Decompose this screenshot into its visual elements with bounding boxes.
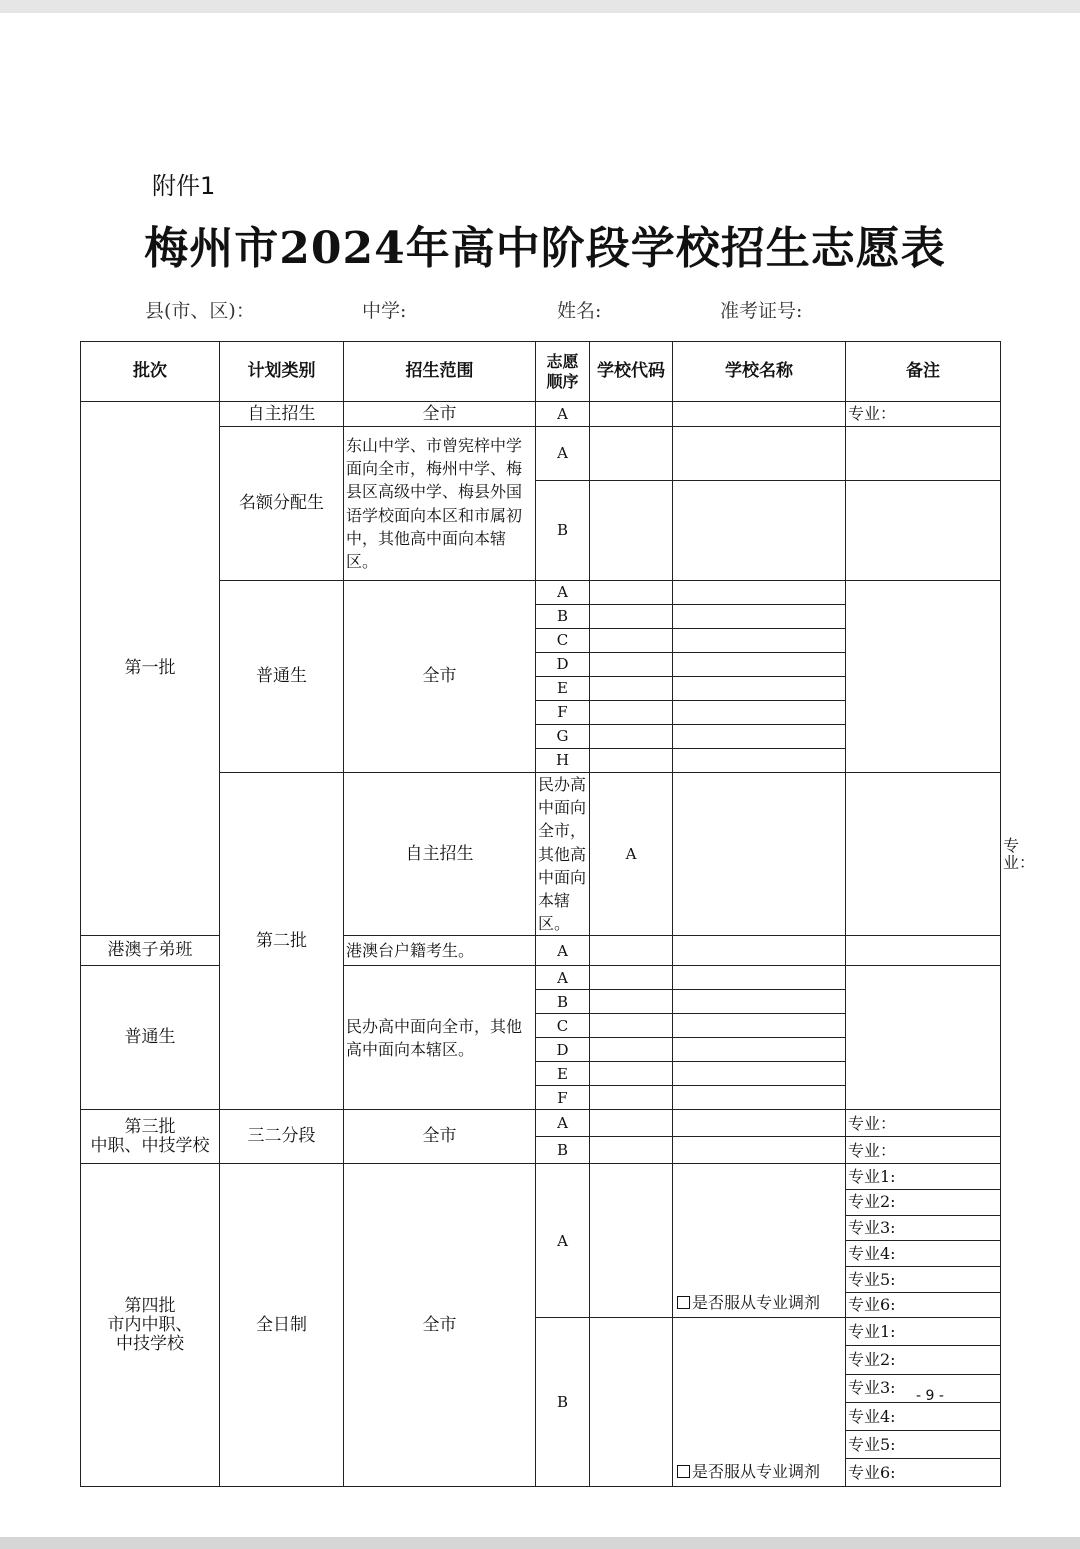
major-field[interactable]: 专业5:	[846, 1267, 1000, 1293]
school-name-cell[interactable]	[673, 1110, 846, 1137]
header-row	[81, 342, 1001, 402]
b2-regular-order: C	[536, 1014, 590, 1038]
major-field[interactable]: 专业4:	[846, 1241, 1000, 1267]
b2-regular-order: E	[536, 1062, 590, 1086]
b1-quota-scope: 东山中学、市曾宪梓中学面向全市，梅州中学、梅县区高级中学、梅县外国语学校面向本区和市属初中，其他高中面向本辖区。	[344, 427, 536, 581]
school-name-cell[interactable]	[673, 427, 846, 481]
school-code-cell[interactable]	[590, 701, 673, 725]
major-field[interactable]: 专业2:	[846, 1189, 1000, 1215]
b1-quota-order-a: A	[536, 427, 590, 481]
b2-hk-plan: 港澳子弟班	[81, 936, 220, 966]
major-field[interactable]: 专业5:	[846, 1431, 1000, 1459]
batch1-label: 第一批	[81, 402, 220, 936]
b1-regular-order: B	[536, 605, 590, 629]
school-name-cell[interactable]	[673, 481, 846, 581]
school-name-cell[interactable]	[673, 701, 846, 725]
header-order: 志愿顺序	[536, 342, 590, 402]
b4-plan: 全日制	[220, 1164, 344, 1487]
name-field: 姓名:	[557, 300, 602, 322]
b2-hk-order: A	[536, 936, 590, 966]
school-code-cell[interactable]	[673, 773, 846, 936]
school-code-cell[interactable]	[590, 990, 673, 1014]
table-row	[81, 402, 1001, 427]
header-scope: 招生范围	[344, 342, 536, 402]
school-code-cell[interactable]	[590, 481, 673, 581]
majors-table	[846, 1164, 1000, 1317]
table-row	[81, 966, 1001, 990]
annex-label: 附件1	[152, 172, 216, 200]
b3-order: A	[536, 1110, 590, 1137]
majors-list	[846, 1164, 1001, 1318]
major-field[interactable]: 专业3:	[846, 1215, 1000, 1241]
b3-order: B	[536, 1137, 590, 1164]
major-field[interactable]: 专业1:	[846, 1164, 1000, 1189]
remarks-cell[interactable]	[846, 481, 1001, 581]
page-title: 梅州市2024年高中阶段学校招生志愿表	[144, 223, 946, 274]
adjust-label: 是否服从专业调剂	[692, 1461, 821, 1481]
school-name-cell[interactable]	[673, 1086, 846, 1110]
batch4-label-line1: 第四批	[124, 1296, 176, 1317]
school-name-cell[interactable]	[673, 653, 846, 677]
adjust-label: 是否服从专业调剂	[692, 1292, 821, 1312]
b1-quota-order-b: B	[536, 481, 590, 581]
b1-regular-plan: 普通生	[220, 581, 344, 773]
table-row	[81, 936, 1001, 966]
major-field[interactable]: 专业3:	[846, 1374, 1000, 1402]
batch2-label: 第二批	[220, 773, 344, 1110]
school-name-cell[interactable]	[673, 1062, 846, 1086]
b1-regular-order: D	[536, 653, 590, 677]
table-row: 第二批 自主招生 民办高中面向全市，其他高中面向本辖区。 A 专业：	[81, 773, 1001, 936]
bottom-bar	[0, 1537, 1080, 1549]
remarks-cell[interactable]	[846, 427, 1001, 481]
batch4-label-line2: 市内中职、	[107, 1314, 193, 1335]
b1-regular-order: C	[536, 629, 590, 653]
b2-regular-order: F	[536, 1086, 590, 1110]
school-name-cell[interactable]	[846, 773, 1001, 936]
school-code-cell[interactable]	[590, 1110, 673, 1137]
table-row	[81, 1110, 1001, 1137]
exam-number-field: 准考证号:	[720, 300, 803, 322]
school-name-cell[interactable]	[673, 966, 846, 990]
b2-regular-scope: 民办高中面向全市，其他高中面向本辖区。	[344, 966, 536, 1110]
school-code-cell[interactable]	[590, 402, 673, 427]
b4-order-a: A	[536, 1164, 590, 1318]
batch3-label	[81, 1110, 220, 1164]
header-remarks: 备注	[846, 342, 1001, 402]
header-batch: 批次	[81, 342, 220, 402]
school-name-cell[interactable]	[673, 1137, 846, 1164]
school-name-cell[interactable]	[673, 990, 846, 1014]
school-name-cell[interactable]	[673, 677, 846, 701]
school-name-cell[interactable]	[673, 749, 846, 773]
b1-self-order: A	[536, 402, 590, 427]
b2-self-plan: 自主招生	[344, 773, 536, 936]
school-code-cell[interactable]	[590, 1164, 673, 1318]
school-code-cell[interactable]	[590, 629, 673, 653]
b2-regular-plan: 普通生	[81, 966, 220, 1110]
batch4-label	[81, 1164, 220, 1487]
school-name-cell[interactable]	[673, 402, 846, 427]
b1-quota-plan: 名额分配生	[220, 427, 344, 581]
school-code-cell[interactable]	[590, 1038, 673, 1062]
batch3-label-line1: 第三批	[124, 1117, 176, 1138]
b1-self-note[interactable]: 专业：	[846, 402, 1001, 427]
batch3-label-line2: 中职、中技学校	[90, 1135, 210, 1156]
b1-regular-order: G	[536, 725, 590, 749]
b1-self-scope: 全市	[344, 402, 536, 427]
school-name-cell[interactable]	[673, 936, 846, 966]
header-school-code: 学校代码	[590, 342, 673, 402]
header-plan-type: 计划类别	[220, 342, 344, 402]
application-form-table	[80, 341, 1036, 1487]
b3-scope: 全市	[344, 1110, 536, 1164]
b1-regular-scope: 全市	[344, 581, 536, 773]
top-bar	[0, 0, 1080, 13]
batch4-label-line3: 中技学校	[116, 1333, 184, 1354]
major-field[interactable]: 专业1:	[846, 1318, 1000, 1345]
school-code-cell[interactable]	[590, 653, 673, 677]
remarks-cell[interactable]	[846, 936, 1001, 966]
page-number: - 9 -	[916, 1388, 944, 1404]
checkbox[interactable]	[677, 1465, 690, 1478]
school-name-cell[interactable]	[673, 629, 846, 653]
school-code-cell[interactable]	[590, 1062, 673, 1086]
b4-order-b: B	[536, 1318, 590, 1487]
school-name-cell[interactable]	[673, 1164, 846, 1318]
b2-regular-order: B	[536, 990, 590, 1014]
major-field[interactable]: 专业2:	[846, 1346, 1000, 1374]
b2-self-scope: 民办高中面向全市，其他高中面向本辖区。	[536, 773, 590, 936]
school-code-cell[interactable]	[590, 1137, 673, 1164]
school-name-cell[interactable]	[673, 581, 846, 605]
b1-regular-order: F	[536, 701, 590, 725]
b3-note[interactable]: 专业：	[846, 1137, 1001, 1164]
b2-hk-scope: 港澳台户籍考生。	[344, 936, 536, 966]
school-code-cell[interactable]	[590, 936, 673, 966]
b1-self-plan: 自主招生	[220, 402, 344, 427]
table-row	[81, 1164, 1001, 1318]
school-code-cell[interactable]	[590, 1086, 673, 1110]
school-name-cell[interactable]	[673, 1038, 846, 1062]
b4-scope: 全市	[344, 1164, 536, 1487]
b3-plan: 三二分段	[220, 1110, 344, 1164]
b1-regular-order: H	[536, 749, 590, 773]
major-field[interactable]: 专业6:	[848, 1463, 896, 1482]
checkbox[interactable]	[677, 1296, 690, 1309]
school-name-cell[interactable]	[673, 1014, 846, 1038]
school-name-cell[interactable]	[673, 605, 846, 629]
school-field: 中学:	[362, 300, 407, 322]
major-field[interactable]: 专业6:	[848, 1295, 896, 1315]
b1-regular-order: E	[536, 677, 590, 701]
remarks-cell[interactable]	[846, 581, 1001, 773]
school-code-cell[interactable]	[590, 966, 673, 990]
school-name-cell[interactable]	[673, 725, 846, 749]
school-code-cell[interactable]	[590, 581, 673, 605]
header-school-name: 学校名称	[673, 342, 846, 402]
b3-note[interactable]: 专业：	[846, 1110, 1001, 1137]
school-code-cell[interactable]	[590, 1318, 673, 1487]
school-code-cell[interactable]	[590, 725, 673, 749]
major-field[interactable]: 专业4:	[846, 1402, 1000, 1430]
school-code-cell[interactable]	[590, 749, 673, 773]
county-field: 县(市、区)：	[145, 300, 255, 322]
school-code-cell[interactable]	[590, 677, 673, 701]
school-code-cell[interactable]	[590, 1014, 673, 1038]
b1-regular-order: A	[536, 581, 590, 605]
school-code-cell[interactable]	[590, 427, 673, 481]
school-code-cell[interactable]	[590, 605, 673, 629]
b2-self-order: A	[590, 773, 673, 936]
school-name-cell[interactable]	[673, 1318, 846, 1487]
b2-regular-order: D	[536, 1038, 590, 1062]
remarks-cell[interactable]	[846, 966, 1001, 1110]
b2-regular-order: A	[536, 966, 590, 990]
